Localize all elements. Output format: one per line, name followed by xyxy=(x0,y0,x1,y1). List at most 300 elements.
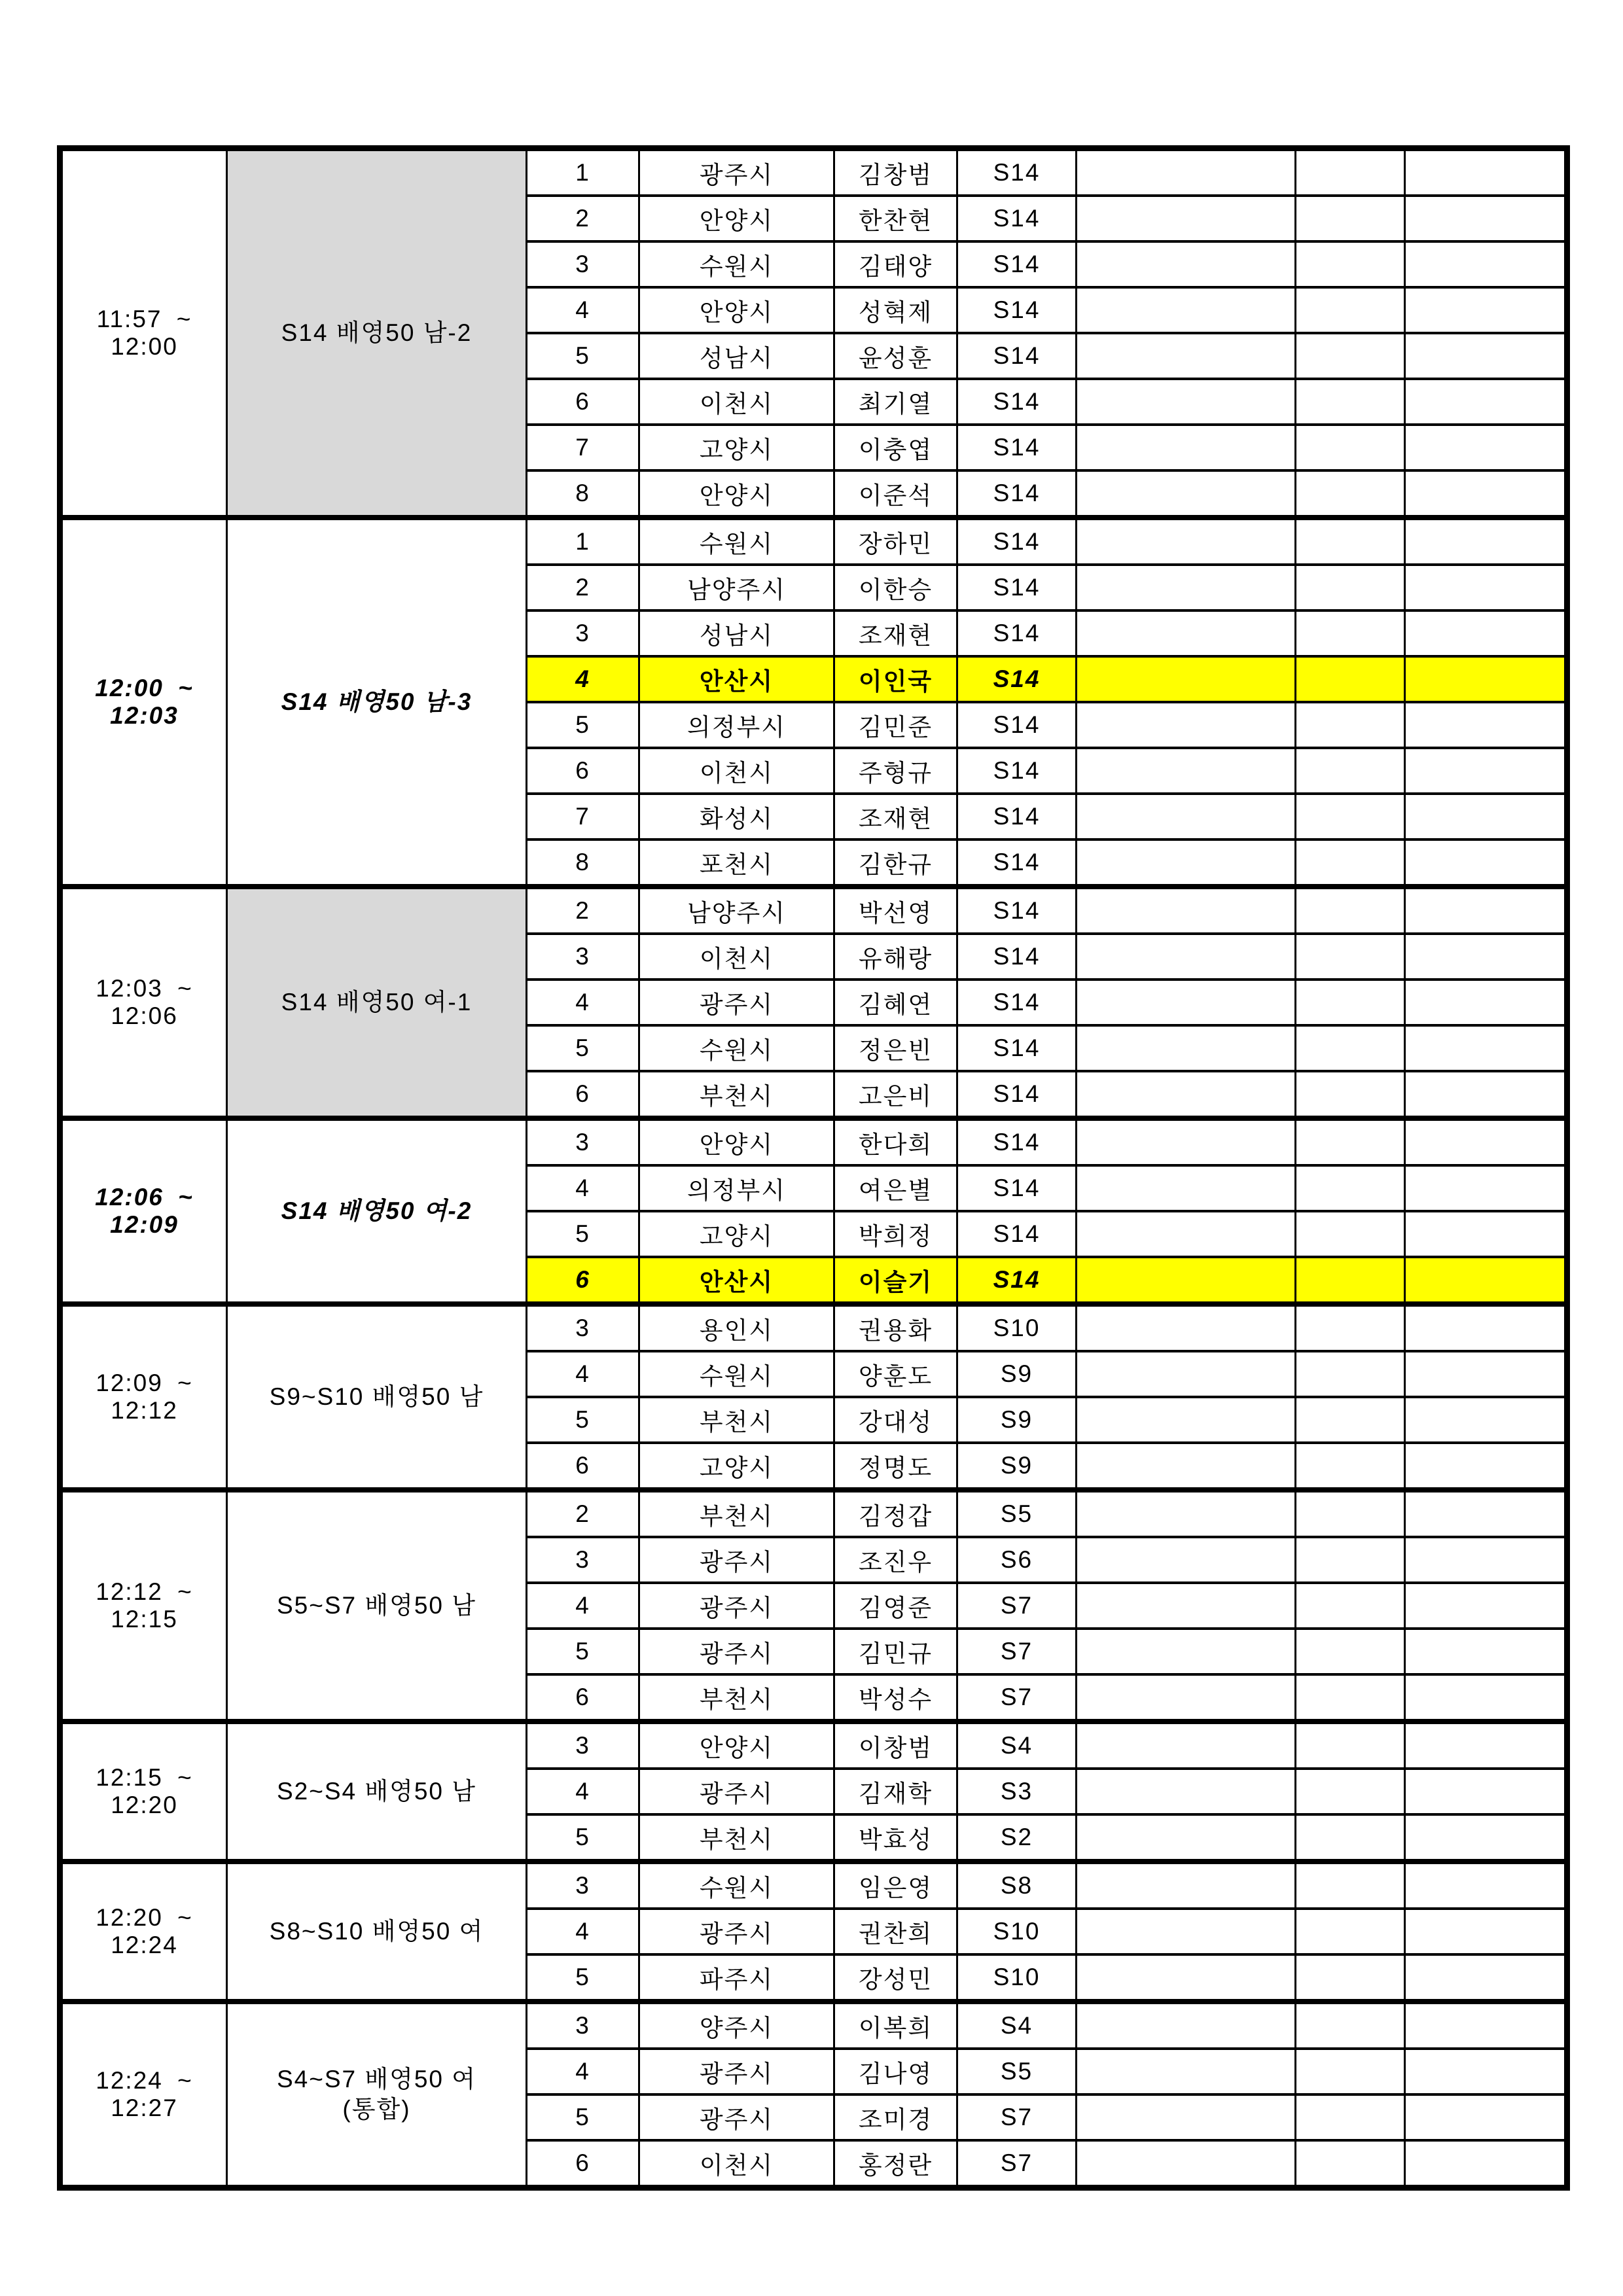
athlete-name-cell: 양훈도 xyxy=(834,1351,957,1397)
empty-cell xyxy=(1077,1351,1296,1397)
table-row xyxy=(60,518,1567,565)
city-cell: 이천시 xyxy=(639,379,834,425)
athlete-name-cell: 윤성훈 xyxy=(834,333,957,379)
empty-cell xyxy=(1296,1071,1405,1118)
athlete-name-cell: 장하민 xyxy=(834,518,957,565)
athlete-name-cell: 여은별 xyxy=(834,1165,957,1211)
empty-cell xyxy=(1405,1257,1567,1304)
empty-cell xyxy=(1077,656,1296,702)
class-cell: S14 xyxy=(957,1257,1077,1304)
class-cell: S7 xyxy=(957,1674,1077,1722)
city-cell: 이천시 xyxy=(639,748,834,794)
empty-cell xyxy=(1077,748,1296,794)
city-cell: 광주시 xyxy=(639,980,834,1025)
empty-cell xyxy=(1405,1722,1567,1769)
empty-cell xyxy=(1296,518,1405,565)
empty-cell xyxy=(1405,702,1567,748)
class-cell: S14 xyxy=(957,1118,1077,1165)
lane-cell: 3 xyxy=(527,2002,639,2049)
empty-cell xyxy=(1077,1490,1296,1537)
lane-cell: 2 xyxy=(527,196,639,241)
event-title: S14 배영50 여-2 xyxy=(281,1197,473,1224)
athlete-name-cell: 강대성 xyxy=(834,1397,957,1443)
empty-cell xyxy=(1077,1211,1296,1257)
class-cell: S14 xyxy=(957,333,1077,379)
empty-cell xyxy=(1405,1025,1567,1071)
empty-cell xyxy=(1077,1769,1296,1814)
table-row xyxy=(60,2002,1567,2049)
city-cell: 광주시 xyxy=(639,1629,834,1674)
city-cell: 수원시 xyxy=(639,518,834,565)
empty-cell xyxy=(1077,2002,1296,2049)
empty-cell xyxy=(1405,1954,1567,2002)
lane-cell: 6 xyxy=(527,1674,639,1722)
athlete-name-cell: 최기열 xyxy=(834,379,957,425)
city-cell: 수원시 xyxy=(639,1351,834,1397)
athlete-name-cell: 조재현 xyxy=(834,610,957,656)
city-cell: 용인시 xyxy=(639,1304,834,1351)
athlete-name-cell: 김정갑 xyxy=(834,1490,957,1537)
city-cell: 화성시 xyxy=(639,794,834,839)
city-cell: 광주시 xyxy=(639,2094,834,2140)
empty-cell xyxy=(1296,1397,1405,1443)
athlete-name-cell: 이준석 xyxy=(834,470,957,518)
event-note: (통합) xyxy=(342,2096,411,2123)
empty-cell xyxy=(1405,1397,1567,1443)
class-cell: S7 xyxy=(957,2094,1077,2140)
lane-cell: 5 xyxy=(527,2094,639,2140)
empty-cell xyxy=(1405,1071,1567,1118)
empty-cell xyxy=(1077,839,1296,887)
time-cell: 12:03 ~ 12:06 xyxy=(60,887,227,1118)
empty-cell xyxy=(1077,1537,1296,1583)
empty-cell xyxy=(1077,1118,1296,1165)
empty-cell xyxy=(1077,1722,1296,1769)
empty-cell xyxy=(1077,1629,1296,1674)
city-cell: 안양시 xyxy=(639,287,834,333)
city-cell: 남양주시 xyxy=(639,565,834,610)
empty-cell xyxy=(1077,702,1296,748)
city-cell: 수원시 xyxy=(639,1862,834,1909)
lane-cell: 6 xyxy=(527,1443,639,1490)
athlete-name-cell: 김나영 xyxy=(834,2049,957,2094)
athlete-name-cell: 박성수 xyxy=(834,1674,957,1722)
class-cell: S9 xyxy=(957,1443,1077,1490)
city-cell: 양주시 xyxy=(639,2002,834,2049)
empty-cell xyxy=(1296,1674,1405,1722)
empty-cell xyxy=(1296,425,1405,470)
athlete-name-cell: 김민준 xyxy=(834,702,957,748)
empty-cell xyxy=(1296,1351,1405,1397)
class-cell: S14 xyxy=(957,149,1077,196)
empty-cell xyxy=(1405,565,1567,610)
city-cell: 고양시 xyxy=(639,425,834,470)
lane-cell: 5 xyxy=(527,1954,639,2002)
empty-cell xyxy=(1405,1490,1567,1537)
empty-cell xyxy=(1296,610,1405,656)
athlete-name-cell: 박효성 xyxy=(834,1814,957,1862)
lane-cell: 3 xyxy=(527,1304,639,1351)
empty-cell xyxy=(1405,839,1567,887)
empty-cell xyxy=(1077,980,1296,1025)
city-cell: 안산시 xyxy=(639,656,834,702)
empty-cell xyxy=(1296,1118,1405,1165)
lane-cell: 5 xyxy=(527,1211,639,1257)
empty-cell xyxy=(1296,2094,1405,2140)
athlete-name-cell: 김창범 xyxy=(834,149,957,196)
empty-cell xyxy=(1296,333,1405,379)
empty-cell xyxy=(1077,470,1296,518)
empty-cell xyxy=(1296,1954,1405,2002)
empty-cell xyxy=(1077,1071,1296,1118)
lane-cell: 6 xyxy=(527,1071,639,1118)
event-title: S14 배영50 여-1 xyxy=(281,988,473,1016)
event-title: S14 배영50 남-2 xyxy=(281,319,473,346)
lane-cell: 3 xyxy=(527,1537,639,1583)
time-cell: 12:00 ~ 12:03 xyxy=(60,518,227,887)
empty-cell xyxy=(1296,1443,1405,1490)
empty-cell xyxy=(1405,241,1567,287)
athlete-name-cell: 김태양 xyxy=(834,241,957,287)
city-cell: 부천시 xyxy=(639,1674,834,1722)
city-cell: 의정부시 xyxy=(639,702,834,748)
empty-cell xyxy=(1405,518,1567,565)
athlete-name-cell: 이충엽 xyxy=(834,425,957,470)
class-cell: S9 xyxy=(957,1397,1077,1443)
empty-cell xyxy=(1405,425,1567,470)
city-cell: 안양시 xyxy=(639,196,834,241)
empty-cell xyxy=(1077,379,1296,425)
lane-cell: 2 xyxy=(527,1490,639,1537)
city-cell: 광주시 xyxy=(639,1769,834,1814)
empty-cell xyxy=(1077,1954,1296,2002)
athlete-name-cell: 홍정란 xyxy=(834,2140,957,2188)
empty-cell xyxy=(1296,794,1405,839)
city-cell: 고양시 xyxy=(639,1211,834,1257)
lane-cell: 5 xyxy=(527,1629,639,1674)
class-cell: S7 xyxy=(957,1583,1077,1629)
empty-cell xyxy=(1296,2140,1405,2188)
city-cell: 광주시 xyxy=(639,149,834,196)
empty-cell xyxy=(1296,2002,1405,2049)
empty-cell xyxy=(1296,1814,1405,1862)
empty-cell xyxy=(1077,149,1296,196)
empty-cell xyxy=(1077,1443,1296,1490)
class-cell: S7 xyxy=(957,2140,1077,2188)
athlete-name-cell: 박희정 xyxy=(834,1211,957,1257)
empty-cell xyxy=(1405,2049,1567,2094)
empty-cell xyxy=(1405,1862,1567,1909)
city-cell: 남양주시 xyxy=(639,887,834,934)
city-cell: 안양시 xyxy=(639,1118,834,1165)
city-cell: 파주시 xyxy=(639,1954,834,2002)
lane-cell: 4 xyxy=(527,1769,639,1814)
time-cell: 12:15 ~ 12:20 xyxy=(60,1722,227,1862)
empty-cell xyxy=(1405,1118,1567,1165)
empty-cell xyxy=(1405,980,1567,1025)
class-cell: S3 xyxy=(957,1769,1077,1814)
class-cell: S14 xyxy=(957,887,1077,934)
empty-cell xyxy=(1405,470,1567,518)
lane-cell: 3 xyxy=(527,1862,639,1909)
class-cell: S14 xyxy=(957,702,1077,748)
empty-cell xyxy=(1077,610,1296,656)
time-cell: 12:12 ~ 12:15 xyxy=(60,1490,227,1722)
empty-cell xyxy=(1405,1814,1567,1862)
lane-cell: 1 xyxy=(527,518,639,565)
empty-cell xyxy=(1296,1490,1405,1537)
athlete-name-cell: 조진우 xyxy=(834,1537,957,1583)
event-cell xyxy=(227,518,527,887)
empty-cell xyxy=(1296,748,1405,794)
empty-cell xyxy=(1296,287,1405,333)
lane-cell: 5 xyxy=(527,1025,639,1071)
table-row xyxy=(60,887,1567,934)
lane-cell: 4 xyxy=(527,1165,639,1211)
class-cell: S14 xyxy=(957,980,1077,1025)
empty-cell xyxy=(1296,470,1405,518)
event-cell xyxy=(227,1862,527,2002)
city-cell: 부천시 xyxy=(639,1814,834,1862)
class-cell: S14 xyxy=(957,1025,1077,1071)
table-row xyxy=(60,149,1567,196)
empty-cell xyxy=(1405,1909,1567,1954)
lane-cell: 6 xyxy=(527,2140,639,2188)
empty-cell xyxy=(1077,1862,1296,1909)
empty-cell xyxy=(1405,1583,1567,1629)
empty-cell xyxy=(1077,1165,1296,1211)
empty-cell xyxy=(1405,1304,1567,1351)
city-cell: 포천시 xyxy=(639,839,834,887)
event-cell xyxy=(227,1722,527,1862)
lane-cell: 2 xyxy=(527,565,639,610)
empty-cell xyxy=(1296,1025,1405,1071)
city-cell: 광주시 xyxy=(639,1537,834,1583)
lane-cell: 6 xyxy=(527,1257,639,1304)
city-cell: 이천시 xyxy=(639,934,834,980)
athlete-name-cell: 강성민 xyxy=(834,1954,957,2002)
lane-cell: 5 xyxy=(527,1397,639,1443)
empty-cell xyxy=(1405,2094,1567,2140)
empty-cell xyxy=(1077,196,1296,241)
empty-cell xyxy=(1077,1674,1296,1722)
empty-cell xyxy=(1077,287,1296,333)
class-cell: S14 xyxy=(957,610,1077,656)
class-cell: S10 xyxy=(957,1954,1077,2002)
empty-cell xyxy=(1077,241,1296,287)
athlete-name-cell: 김한규 xyxy=(834,839,957,887)
class-cell: S10 xyxy=(957,1304,1077,1351)
table-row xyxy=(60,1118,1567,1165)
athlete-name-cell: 정은빈 xyxy=(834,1025,957,1071)
class-cell: S14 xyxy=(957,379,1077,425)
empty-cell xyxy=(1405,656,1567,702)
empty-cell xyxy=(1405,794,1567,839)
empty-cell xyxy=(1405,1769,1567,1814)
empty-cell xyxy=(1296,1257,1405,1304)
lane-cell: 8 xyxy=(527,839,639,887)
competition-schedule-table xyxy=(57,145,1570,2191)
athlete-name-cell: 김영준 xyxy=(834,1583,957,1629)
empty-cell xyxy=(1296,1165,1405,1211)
athlete-name-cell: 권용화 xyxy=(834,1304,957,1351)
class-cell: S8 xyxy=(957,1862,1077,1909)
empty-cell xyxy=(1405,1211,1567,1257)
athlete-name-cell: 이슬기 xyxy=(834,1257,957,1304)
empty-cell xyxy=(1296,656,1405,702)
empty-cell xyxy=(1405,748,1567,794)
empty-cell xyxy=(1405,2002,1567,2049)
empty-cell xyxy=(1405,1629,1567,1674)
city-cell: 부천시 xyxy=(639,1397,834,1443)
lane-cell: 3 xyxy=(527,610,639,656)
athlete-name-cell: 조미경 xyxy=(834,2094,957,2140)
class-cell: S14 xyxy=(957,1211,1077,1257)
lane-cell: 5 xyxy=(527,702,639,748)
class-cell: S5 xyxy=(957,2049,1077,2094)
lane-cell: 4 xyxy=(527,287,639,333)
event-cell xyxy=(227,887,527,1118)
city-cell: 수원시 xyxy=(639,241,834,287)
class-cell: S14 xyxy=(957,656,1077,702)
empty-cell xyxy=(1296,565,1405,610)
empty-cell xyxy=(1296,1304,1405,1351)
class-cell: S14 xyxy=(957,934,1077,980)
city-cell: 성남시 xyxy=(639,333,834,379)
class-cell: S14 xyxy=(957,839,1077,887)
empty-cell xyxy=(1405,149,1567,196)
class-cell: S14 xyxy=(957,241,1077,287)
empty-cell xyxy=(1405,1165,1567,1211)
class-cell: S14 xyxy=(957,1071,1077,1118)
event-title: S5~S7 배영50 남 xyxy=(276,1591,477,1619)
empty-cell xyxy=(1077,887,1296,934)
city-cell: 광주시 xyxy=(639,2049,834,2094)
class-cell: S4 xyxy=(957,2002,1077,2049)
lane-cell: 2 xyxy=(527,887,639,934)
city-cell: 부천시 xyxy=(639,1490,834,1537)
empty-cell xyxy=(1077,794,1296,839)
empty-cell xyxy=(1296,980,1405,1025)
class-cell: S7 xyxy=(957,1629,1077,1674)
empty-cell xyxy=(1296,149,1405,196)
city-cell: 고양시 xyxy=(639,1443,834,1490)
athlete-name-cell: 조재현 xyxy=(834,794,957,839)
empty-cell xyxy=(1077,1583,1296,1629)
lane-cell: 8 xyxy=(527,470,639,518)
athlete-name-cell: 한찬현 xyxy=(834,196,957,241)
lane-cell: 6 xyxy=(527,748,639,794)
empty-cell xyxy=(1405,887,1567,934)
lane-cell: 4 xyxy=(527,2049,639,2094)
empty-cell xyxy=(1296,379,1405,425)
table-row xyxy=(60,1722,1567,1769)
empty-cell xyxy=(1077,565,1296,610)
time-cell: 12:06 ~ 12:09 xyxy=(60,1118,227,1304)
city-cell: 안양시 xyxy=(639,1722,834,1769)
empty-cell xyxy=(1405,333,1567,379)
athlete-name-cell: 박선영 xyxy=(834,887,957,934)
table-row xyxy=(60,1862,1567,1909)
empty-cell xyxy=(1296,1537,1405,1583)
class-cell: S14 xyxy=(957,1165,1077,1211)
lane-cell: 4 xyxy=(527,1583,639,1629)
event-title: S8~S10 배영50 여 xyxy=(269,1917,484,1945)
lane-cell: 4 xyxy=(527,1351,639,1397)
empty-cell xyxy=(1296,1769,1405,1814)
lane-cell: 1 xyxy=(527,149,639,196)
class-cell: S4 xyxy=(957,1722,1077,1769)
class-cell: S14 xyxy=(957,196,1077,241)
class-cell: S10 xyxy=(957,1909,1077,1954)
time-cell: 12:20 ~ 12:24 xyxy=(60,1862,227,2002)
event-cell xyxy=(227,149,527,518)
lane-cell: 3 xyxy=(527,934,639,980)
lane-cell: 3 xyxy=(527,1722,639,1769)
athlete-name-cell: 권찬희 xyxy=(834,1909,957,1954)
lane-cell: 5 xyxy=(527,1814,639,1862)
athlete-name-cell: 주형규 xyxy=(834,748,957,794)
class-cell: S6 xyxy=(957,1537,1077,1583)
city-cell: 광주시 xyxy=(639,1583,834,1629)
lane-cell: 4 xyxy=(527,656,639,702)
event-cell xyxy=(227,2002,527,2188)
city-cell: 수원시 xyxy=(639,1025,834,1071)
empty-cell xyxy=(1077,333,1296,379)
empty-cell xyxy=(1077,934,1296,980)
empty-cell xyxy=(1296,2049,1405,2094)
time-cell: 12:24 ~ 12:27 xyxy=(60,2002,227,2188)
empty-cell xyxy=(1296,887,1405,934)
event-cell xyxy=(227,1304,527,1490)
athlete-name-cell: 김혜연 xyxy=(834,980,957,1025)
lane-cell: 4 xyxy=(527,980,639,1025)
lane-cell: 7 xyxy=(527,794,639,839)
class-cell: S5 xyxy=(957,1490,1077,1537)
athlete-name-cell: 유해랑 xyxy=(834,934,957,980)
class-cell: S14 xyxy=(957,518,1077,565)
time-cell: 11:57 ~ 12:00 xyxy=(60,149,227,518)
empty-cell xyxy=(1077,1397,1296,1443)
empty-cell xyxy=(1296,1629,1405,1674)
empty-cell xyxy=(1077,1814,1296,1862)
empty-cell xyxy=(1405,934,1567,980)
empty-cell xyxy=(1405,1674,1567,1722)
lane-cell: 5 xyxy=(527,333,639,379)
event-cell xyxy=(227,1490,527,1722)
empty-cell xyxy=(1296,839,1405,887)
empty-cell xyxy=(1296,1909,1405,1954)
athlete-name-cell: 정명도 xyxy=(834,1443,957,1490)
class-cell: S14 xyxy=(957,794,1077,839)
empty-cell xyxy=(1077,518,1296,565)
class-cell: S14 xyxy=(957,470,1077,518)
lane-cell: 7 xyxy=(527,425,639,470)
empty-cell xyxy=(1296,241,1405,287)
event-title: S14 배영50 남-3 xyxy=(281,688,473,715)
city-cell: 광주시 xyxy=(639,1909,834,1954)
time-cell: 12:09 ~ 12:12 xyxy=(60,1304,227,1490)
empty-cell xyxy=(1296,196,1405,241)
lane-cell: 3 xyxy=(527,1118,639,1165)
class-cell: S14 xyxy=(957,287,1077,333)
empty-cell xyxy=(1077,1025,1296,1071)
empty-cell xyxy=(1405,379,1567,425)
class-cell: S14 xyxy=(957,425,1077,470)
empty-cell xyxy=(1405,1351,1567,1397)
empty-cell xyxy=(1296,934,1405,980)
empty-cell xyxy=(1405,196,1567,241)
